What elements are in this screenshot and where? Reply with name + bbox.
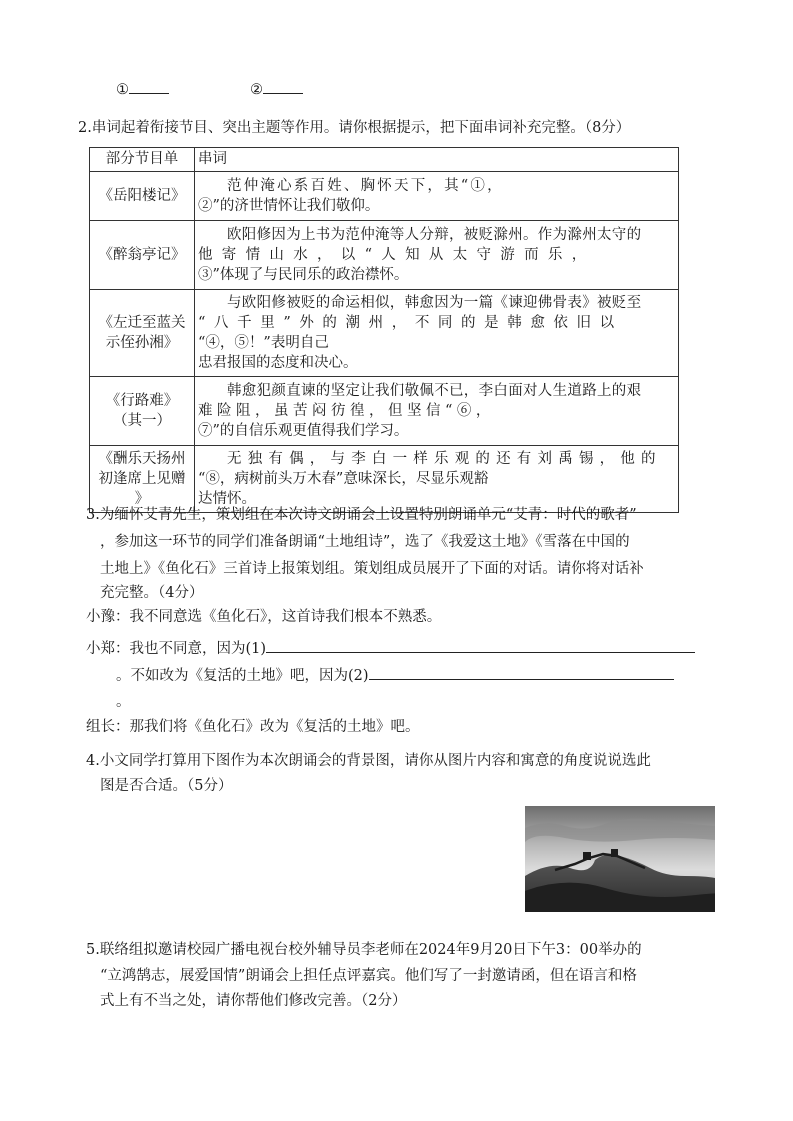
dialogue-xiaozheng-2: 。不如改为《复活的土地》吧，因为(2) [116, 664, 674, 686]
script-cell [195, 172, 679, 221]
q2-stem: 2.串词起着衔接节目、突出主题等作用。请你根据提示，把下面串词补充完整。（8分） [78, 120, 631, 136]
script-line: ⑦”的自信乐观更值得我们学习。 [198, 423, 409, 439]
script-line: “八千里”外的潮州，不同的是韩愈依旧以 [198, 315, 623, 331]
blank-2-label [250, 78, 303, 100]
program-name: 《岳阳楼记》 [90, 172, 195, 221]
dialogue-xiaoyu: 小豫：我不同意选《鱼化石》，这首诗我们根本不熟悉。 [86, 609, 442, 625]
script-cell [195, 377, 679, 446]
background-photo-great-wall [525, 806, 715, 912]
dialogue-end-mark: 。 [116, 694, 131, 710]
great-wall-mist-image [525, 806, 715, 912]
header-program: 部分节目单 [90, 148, 195, 172]
script-cell [195, 446, 679, 513]
script-line: ③”体现了与民同乐的政治襟怀。 [198, 267, 409, 283]
script-line: ②”的济世情怀让我们敬仰。 [198, 198, 380, 214]
q3-line-1: 3.为缅怀艾青先生，策划组在本次诗文朗诵会上设置特别朗诵单元“艾青：时代的歌者” [86, 507, 637, 523]
answer-blank-q3-2[interactable] [369, 664, 674, 680]
blank-1-label [116, 78, 169, 100]
q3-line-4: 充完整。（4分） [100, 585, 204, 601]
answer-blank-q3-1[interactable] [266, 637, 695, 653]
q5-line-2: “立鸿鹄志，展爱国情”朗诵会上担任点评嘉宾。他们写了一封邀请函，但在语言和格 [100, 968, 637, 984]
script-cell [195, 290, 679, 377]
program-name: 《酬乐天扬州 初逢席上见赠 》 [90, 446, 195, 513]
script-line: 韩愈犯颜直谏的坚定让我们敬佩不已，李白面对人生道路上的艰 [227, 383, 642, 399]
blank-1-number: ① [116, 82, 129, 98]
program-table [89, 147, 679, 513]
answer-blank-2[interactable] [263, 78, 303, 94]
q3-line-3: 土地上》《鱼化石》三首诗上报策划组。策划组成员展开了下面的对话。请你将对话补 [100, 561, 644, 577]
script-line: 他寄情山水，以“人知从太守游而乐， [198, 247, 596, 263]
script-line: 难险阻，虽苦闷彷徨，但坚信“⑥， [198, 403, 495, 419]
table-header-row [90, 148, 679, 172]
script-cell [195, 221, 679, 290]
program-name: 《醉翁亭记》 [90, 221, 195, 290]
script-line: 与欧阳修被贬的命运相似，韩愈因为一篇《谏迎佛骨表》被贬至 [227, 295, 642, 311]
script-line: 范仲淹心系百姓、胸怀天下，其“①， [227, 178, 504, 194]
program-name: 《行路难》 （其一） [90, 377, 195, 446]
table-row [90, 221, 679, 290]
q5-line-1: 5.联络组拟邀请校园广播电视台校外辅导员李老师在2024年9月20日下午3：00举办的 [86, 942, 642, 958]
q5-line-3: 式上有不当之处，请你帮他们修改完善。（2分） [100, 993, 407, 1009]
table-row [90, 172, 679, 221]
script-line: “⑧，病树前头万木春”意味深长，尽显乐观豁 [198, 471, 489, 487]
table-row [90, 290, 679, 377]
script-line: 忠君报国的态度和决心。 [198, 355, 358, 371]
header-script: 串词 [195, 148, 679, 172]
blank-2-number: ② [250, 82, 263, 98]
table-row [90, 446, 679, 513]
dialogue-leader: 组长：那我们将《鱼化石》改为《复活的土地》吧。 [86, 719, 420, 735]
script-line: 欧阳修因为上书为范仲淹等人分辩，被贬滁州。作为滁州太守的 [227, 227, 642, 243]
program-name: 《左迁至蓝关 示侄孙湘》 [90, 290, 195, 377]
answer-blank-1[interactable] [129, 78, 169, 94]
table-row [90, 377, 679, 446]
script-line: “④，⑤！”表明自己 [198, 335, 329, 351]
q4-line-2: 图是否合适。（5分） [100, 778, 233, 794]
dialogue-xiaozheng-1: 小郑：我也不同意，因为(1) [86, 637, 695, 659]
script-line: 达情怀。 [198, 491, 256, 507]
q4-line-1: 4.小文同学打算用下图作为本次朗诵会的背景图，请你从图片内容和寓意的角度说说选此 [86, 753, 651, 769]
script-line: 无独有偶，与李白一样乐观的还有刘禹锡，他的 [227, 451, 662, 467]
q3-line-2: ，参加这一环节的同学们准备朗诵“土地组诗”，选了《我爱这土地》《雪落在中国的 [100, 534, 630, 550]
